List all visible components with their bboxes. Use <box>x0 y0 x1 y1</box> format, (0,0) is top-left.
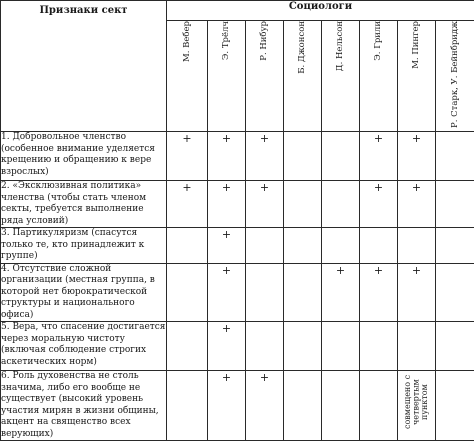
mark-cell <box>436 181 474 228</box>
mark-cell <box>436 132 474 181</box>
table-row <box>1 132 474 181</box>
mark-cell <box>322 181 360 228</box>
sociologist-yinger: М. Пингер <box>398 21 436 132</box>
table-row <box>1 322 474 371</box>
mark-cell: + <box>398 132 436 181</box>
mark-cell <box>322 322 360 371</box>
mark-cell <box>284 132 322 181</box>
mark-cell <box>360 322 398 371</box>
feature-cell: 2. «Эксклюзивная политика» членства (чтобы стать членом секты, требуется выполнение ряда условий) <box>1 181 167 228</box>
header-sociologists: Социологи <box>167 1 474 21</box>
mark-cell: + <box>167 132 208 181</box>
table-row <box>1 371 474 441</box>
mark-cell <box>284 322 322 371</box>
mark-cell: + <box>398 181 436 228</box>
table-row <box>1 263 474 322</box>
mark-cell: + <box>360 132 398 181</box>
mark-cell <box>246 263 284 322</box>
mark-cell <box>167 228 208 264</box>
mark-cell <box>284 181 322 228</box>
sociologist-stark-bainbridge: Р. Старк, У. Бейнбридж <box>436 21 474 132</box>
note-cell: совмещено с четвертым пунктом <box>398 371 436 441</box>
feature-cell: 4. Отсутствие сложной организации (местная группа, в которой нет бюрократической структуры и национального офиса) <box>1 263 167 322</box>
mark-cell <box>398 322 436 371</box>
mark-cell <box>284 228 322 264</box>
mark-cell: + <box>208 371 246 441</box>
mark-cell: + <box>208 322 246 371</box>
mark-cell: + <box>208 228 246 264</box>
sociologist-troeltsch: Э. Трёлч <box>208 21 246 132</box>
sociologist-nelson: Д. Нельсон <box>322 21 360 132</box>
header-features: Признаки сект <box>1 1 167 132</box>
feature-cell: 1. Добровольное членство (особенное внимание уделяется крещению и обращению к вере взрослых) <box>1 132 167 181</box>
sociologist-niebuhr: Р. Нибур <box>246 21 284 132</box>
mark-cell: + <box>208 181 246 228</box>
mark-cell <box>398 228 436 264</box>
mark-cell <box>246 228 284 264</box>
mark-cell: + <box>322 263 360 322</box>
mark-cell <box>322 132 360 181</box>
table-row <box>1 181 474 228</box>
table-row <box>1 228 474 264</box>
mark-cell <box>436 263 474 322</box>
mark-cell <box>436 322 474 371</box>
mark-cell <box>246 322 284 371</box>
mark-cell: + <box>208 263 246 322</box>
mark-cell <box>322 371 360 441</box>
mark-cell <box>167 371 208 441</box>
feature-cell: 6. Роль духовенства не столь значима, либо его вообще не существует (высокий уровень участия мирян в жизни общины, акцент на священство всех верующих) <box>1 371 167 441</box>
mark-cell: + <box>246 371 284 441</box>
mark-cell: + <box>246 181 284 228</box>
mark-cell: + <box>208 132 246 181</box>
feature-cell: 3. Партикуляризм (спасутся только те, кто принадлежит к группе) <box>1 228 167 264</box>
sociologist-greeley: Э. Грили <box>360 21 398 132</box>
mark-cell: + <box>167 181 208 228</box>
mark-cell <box>322 228 360 264</box>
sociologist-weber: М. Вебер <box>167 21 208 132</box>
mark-cell <box>167 322 208 371</box>
mark-cell: + <box>246 132 284 181</box>
feature-cell: 5. Вера, что спасение достигается через моральную чистоту (включая соблюдение строгих аскетических норм) <box>1 322 167 371</box>
mark-cell <box>436 371 474 441</box>
mark-cell <box>284 263 322 322</box>
sociologist-johnson: Б. Джонсон <box>284 21 322 132</box>
mark-cell <box>360 228 398 264</box>
mark-cell <box>360 371 398 441</box>
mark-cell <box>284 371 322 441</box>
mark-cell <box>167 263 208 322</box>
mark-cell: + <box>360 181 398 228</box>
mark-cell: + <box>360 263 398 322</box>
mark-cell <box>436 228 474 264</box>
mark-cell: + <box>398 263 436 322</box>
